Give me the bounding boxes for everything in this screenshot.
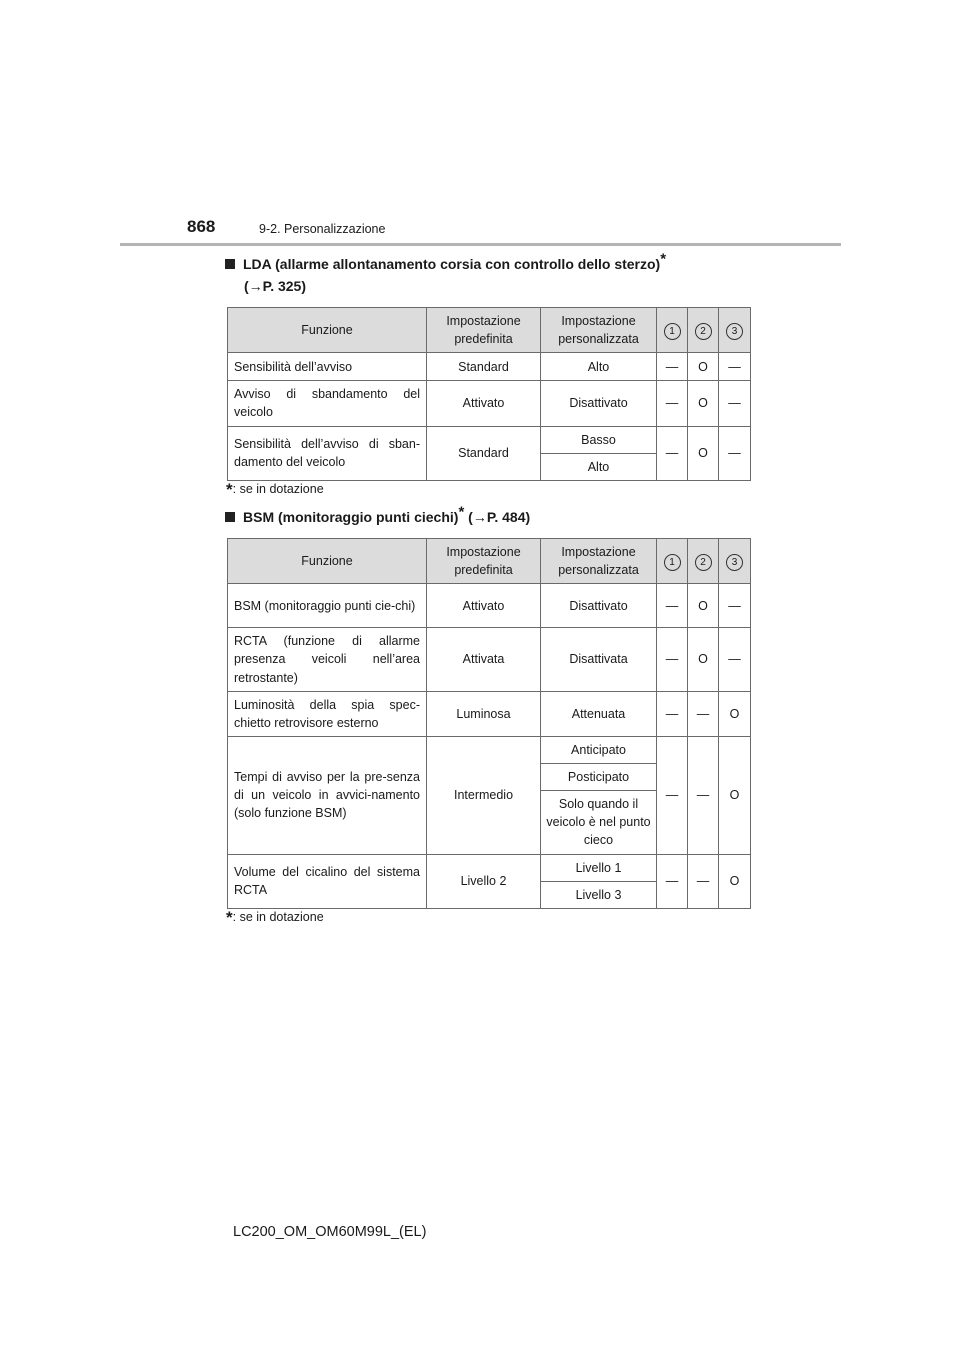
cell-custom: Attenuata: [541, 691, 657, 736]
cell-mode-1: —: [657, 426, 688, 480]
footnote-text: : se in dotazione: [232, 910, 324, 924]
cell-default: Intermedio: [427, 736, 541, 854]
cell-funzione: Luminosità della spia spec-chietto retrovisore esterno: [228, 691, 427, 736]
cell-funzione: Volume del cicalino del sistema RCTA: [228, 854, 427, 908]
cell-custom: Solo quando il veicolo è nel punto cieco: [541, 791, 657, 854]
cell-custom: Disattivato: [541, 584, 657, 628]
footnote-star: *: [458, 503, 465, 521]
header-custom: Impostazione personalizzata: [541, 539, 657, 584]
cell-default: Standard: [427, 353, 541, 381]
circled-2-icon: 2: [695, 323, 712, 340]
table-row: [228, 691, 751, 736]
header-funzione: Funzione: [228, 308, 427, 353]
header-mode-1: [657, 539, 688, 584]
cell-mode-2: O: [688, 353, 719, 381]
header-custom: Impostazione personalizzata: [541, 308, 657, 353]
table-row: [228, 854, 751, 881]
cell-mode-1: —: [657, 584, 688, 628]
cell-mode-1: —: [657, 353, 688, 381]
cell-default: Attivato: [427, 584, 541, 628]
bsm-settings-table: [227, 538, 751, 909]
lda-settings-table: [227, 307, 751, 481]
table-row: [228, 628, 751, 691]
cell-custom: Livello 3: [541, 881, 657, 908]
cell-funzione: Sensibilità dell’avviso: [228, 353, 427, 381]
footnote: [226, 908, 324, 928]
footnote-star: *: [226, 480, 233, 499]
header-mode-2: [688, 308, 719, 353]
cell-default: Attivata: [427, 628, 541, 691]
cell-mode-2: O: [688, 628, 719, 691]
table-row: [228, 381, 751, 426]
cell-mode-2: O: [688, 426, 719, 480]
cell-custom: Livello 1: [541, 854, 657, 881]
cell-custom: Disattivata: [541, 628, 657, 691]
cell-funzione: Avviso di sbandamento del veicolo: [228, 381, 427, 426]
section-heading-bsm: BSM (monitoraggio punti ciechi)* (→P. 484): [225, 507, 530, 529]
footnote: [226, 480, 324, 500]
circled-1-icon: 1: [664, 323, 681, 340]
cell-mode-3: —: [719, 426, 751, 480]
cell-default: Livello 2: [427, 854, 541, 908]
header-mode-3: [719, 308, 751, 353]
header-mode-1: [657, 308, 688, 353]
cell-funzione: RCTA (funzione di allarme presenza veicoli nell’area retrostante): [228, 628, 427, 691]
table-header-row: [228, 539, 751, 584]
table-row: [228, 736, 751, 763]
table-row: [228, 584, 751, 628]
header-funzione: Funzione: [228, 539, 427, 584]
cell-custom: Posticipato: [541, 764, 657, 791]
circled-1-icon: 1: [664, 554, 681, 571]
cell-mode-1: —: [657, 736, 688, 854]
square-bullet-icon: [225, 512, 235, 522]
cell-funzione: Tempi di avviso per la pre-senza di un veicolo in avvici-namento (solo funzione BSM): [228, 736, 427, 854]
cell-mode-3: —: [719, 353, 751, 381]
table-header-row: [228, 308, 751, 353]
footnote-star: *: [226, 908, 233, 927]
footnote-text: : se in dotazione: [232, 482, 324, 496]
header-mode-2: [688, 539, 719, 584]
cell-mode-3: O: [719, 736, 751, 854]
section-heading-lda: LDA (allarme allontanamento corsia con controllo dello sterzo)* (→P. 325): [225, 254, 666, 297]
cell-mode-2: O: [688, 381, 719, 426]
cell-funzione: Sensibilità dell’avviso di sban-damento del veicolo: [228, 426, 427, 480]
page-number: 868: [187, 217, 216, 236]
cell-custom: Disattivato: [541, 381, 657, 426]
header-divider: [120, 243, 841, 246]
cell-mode-3: —: [719, 381, 751, 426]
page-reference-link[interactable]: (→P. 325): [244, 277, 306, 294]
cell-funzione: BSM (monitoraggio punti cie-chi): [228, 584, 427, 628]
circled-2-icon: 2: [695, 554, 712, 571]
table-row: [228, 353, 751, 381]
cell-mode-1: —: [657, 628, 688, 691]
cell-mode-3: —: [719, 628, 751, 691]
header-default: Impostazione predefinita: [427, 539, 541, 584]
cell-mode-3: O: [719, 691, 751, 736]
cell-mode-2: —: [688, 691, 719, 736]
cell-mode-3: O: [719, 854, 751, 908]
cell-default: Standard: [427, 426, 541, 480]
header-mode-3: [719, 539, 751, 584]
section-title: 9-2. Personalizzazione: [259, 222, 386, 236]
cell-mode-1: —: [657, 691, 688, 736]
cell-mode-1: —: [657, 381, 688, 426]
cell-custom: Anticipato: [541, 736, 657, 763]
cell-mode-2: —: [688, 854, 719, 908]
cell-custom: Basso: [541, 426, 657, 453]
square-bullet-icon: [225, 259, 235, 269]
cell-custom: Alto: [541, 453, 657, 480]
page-reference-link[interactable]: (→P. 484): [468, 509, 531, 525]
header-default: Impostazione predefinita: [427, 308, 541, 353]
cell-custom: Alto: [541, 353, 657, 381]
cell-mode-2: O: [688, 584, 719, 628]
document-code: LC200_OM_OM60M99L_(EL): [233, 1224, 427, 1240]
cell-mode-3: —: [719, 584, 751, 628]
circled-3-icon: 3: [726, 554, 743, 571]
cell-default: Luminosa: [427, 691, 541, 736]
cell-mode-1: —: [657, 854, 688, 908]
cell-mode-2: —: [688, 736, 719, 854]
cell-default: Attivato: [427, 381, 541, 426]
table-row: [228, 426, 751, 453]
circled-3-icon: 3: [726, 323, 743, 340]
footnote-star: *: [660, 250, 667, 268]
